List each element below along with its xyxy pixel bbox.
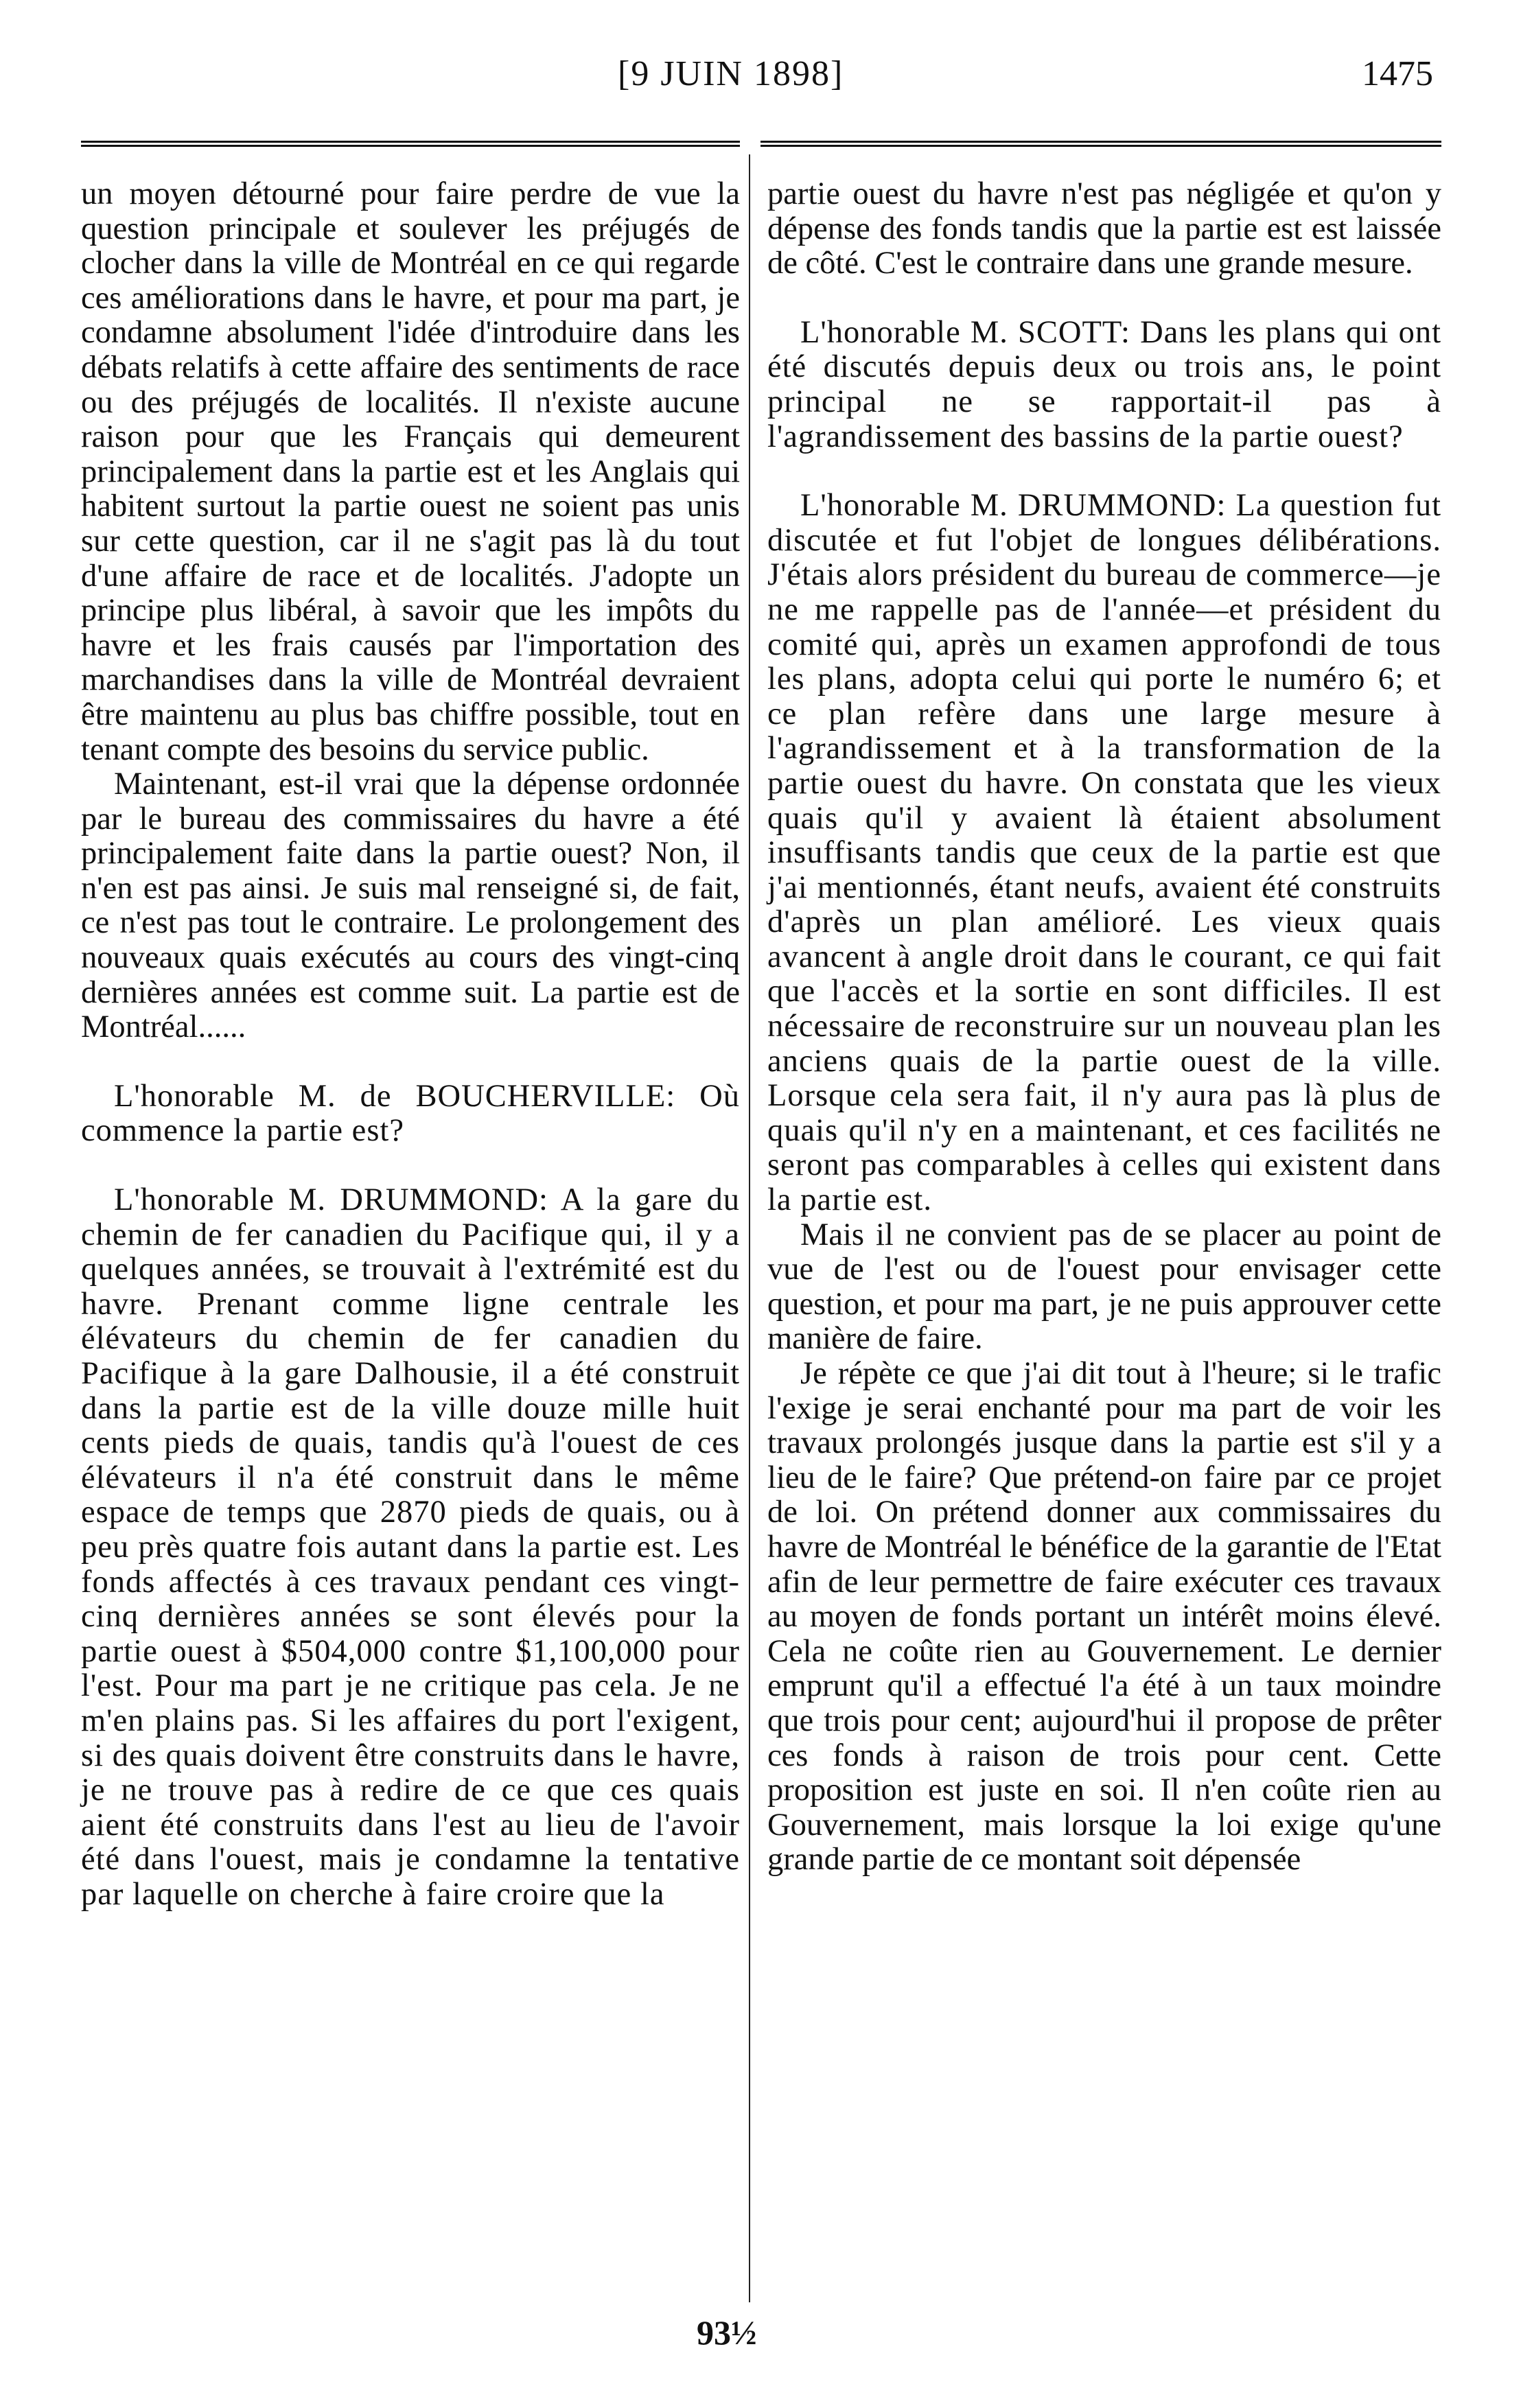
paragraph: partie ouest du havre n'est pas négligée et qu'on y dépense des fonds tandis que la partie est est laissée de côté. C'est le contraire dans une grande mesure. [767,176,1441,281]
paragraph: Je répète ce que j'ai dit tout à l'heure; si le trafic l'exige je serai enchanté pour ma part de voir les travaux prolongés jusque dans la partie est s'il y a lieu de le faire? Que prétend-on faire par ce projet de loi. On prétend donner aux commissaires du havre de Montréal le bénéfice de la garantie de l'Etat afin de leur permettre de faire exécuter ces travaux au moyen de fonds portant un intérêt moins élevé. Cela ne coûte rien au Gouvernement. Le dernier emprunt qu'il a effectué l'a été à un taux moindre que trois pour cent; aujourd'hui il propose de prêter ces fonds à raison de trois pour cent. Cette proposition est juste en soi. Il n'en coûte rien au Gouvernement, mais lorsque la loi exige qu'une grande partie de ce montant soit dépensée [767,1356,1441,1878]
right-column [767,177,1441,1878]
paragraph: un moyen détourné pour faire perdre de vue la question principale et soulever les préjugés de clocher dans la ville de Montréal en ce qui regarde ces améliorations dans le havre, et pour ma part, je condamne absolument l'idée d'introduire dans les débats relatifs à cette affaire des sentiments de race ou des préjugés de localités. Il n'existe aucune raison pour que les Français qui demeurent principalement dans la partie est et les Anglais qui habitent surtout la partie ouest ne soient pas unis sur cette question, car il ne s'agit pas là du tout d'une affaire de race et de localités. J'adopte un principe plus libéral, à savoir que les impôts du havre et les frais causés par l'importation des marchandises dans la ville de Montréal devraient être maintenu au plus bas chiffre possible, tout en tenant compte des besoins du service public. [81,176,740,767]
speaker-paragraph: L'honorable M. DRUMMOND: A la gare du chemin de fer canadien du Pacifique qui, il y a quelques années, se trouvait à l'extrémité est du havre. Prenant comme ligne centrale les élévateurs du chemin de fer canadien du Pacifique à la gare Dalhousie, il a été construit dans la partie est de la ville douze mille huit cents pieds de quais, tandis qu'à l'ouest de ces élévateurs il n'a été construit dans le même espace de temps que 2870 pieds de quais, ou à peu près quatre fois autant dans la partie est. Les fonds affectés à ces travaux pendant ces vingt-cinq dernières années se sont élevés pour la partie ouest à $504,000 contre $1,100,000 pour l'est. Pour ma part je ne critique pas cela. Je ne m'en plains pas. Si les affaires du port l'exigent, si des quais doivent être construits dans le havre, je ne trouve pas à redire de ce que ces quais aient été construits dans l'est au lieu de l'avoir été dans l'ouest, mais je condamne la tentative par laquelle on cherche à faire croire que la [81,1182,740,1912]
signature-mark: 93½ [697,2313,757,2352]
speaker-paragraph: L'honorable M. de BOUCHERVILLE: Où commence la partie est? [81,1078,740,1149]
left-column [81,177,740,1913]
header-date: [9 JUIN 1898] [618,54,844,93]
page-number: 1475 [1362,54,1433,93]
paragraph: Maintenant, est-il vrai que la dépense ordonnée par le bureau des commissaires du havre a été principalement faite dans la partie ouest? Non, il n'en est pas ainsi. Je suis mal renseigné si, de fait, ce n'est pas tout le contraire. Le prolongement des nouveaux quais exécutés au cours des vingt-cinq dernières années est comme suit. La partie est de Montréal...... [81,767,740,1045]
speaker-paragraph: L'honorable M. DRUMMOND: La question fut discutée et fut l'objet de longues délibérations. J'étais alors président du bureau de commerce—je ne me rappelle pas de l'année—et président du comité qui, après un examen approfondi de tous les plans, adopta celui qui porte le numéro 6; et ce plan refère dans une large mesure à l'agrandissement et à la transformation de la partie ouest du havre. On constata que les vieux quais qu'il y avaient là étaient absolument insuffisants tandis que ceux de la partie est que j'ai mentionnés, étant neufs, avaient été construits d'après un plan amélioré. Les vieux quais avancent à angle droit dans le courant, ce qui fait que l'accès et la sortie en sont difficiles. Il est nécessaire de reconstruire sur un nouveau plan les anciens quais de la partie ouest de la ville. Lorsque cela sera fait, il n'y aura pas là plus de quais qu'il n'y en a maintenant, et ces facilités ne seront pas comparables à celles qui existent dans la partie est. [767,488,1441,1218]
header-rule-right [760,141,1441,147]
paragraph: Mais il ne convient pas de se placer au point de vue de l'est ou de l'ouest pour envisager cette question, et pour ma part, je ne puis approuver cette manière de faire. [767,1217,1441,1357]
header-rule-left [81,141,740,147]
speaker-paragraph: L'honorable M. SCOTT: Dans les plans qui ont été discutés depuis deux ou trois ans, le point principal ne se rapportait-il pas à l'agrandissement des bassins de la partie ouest? [767,314,1441,454]
page-header [0,54,1521,115]
column-divider [749,154,750,2302]
